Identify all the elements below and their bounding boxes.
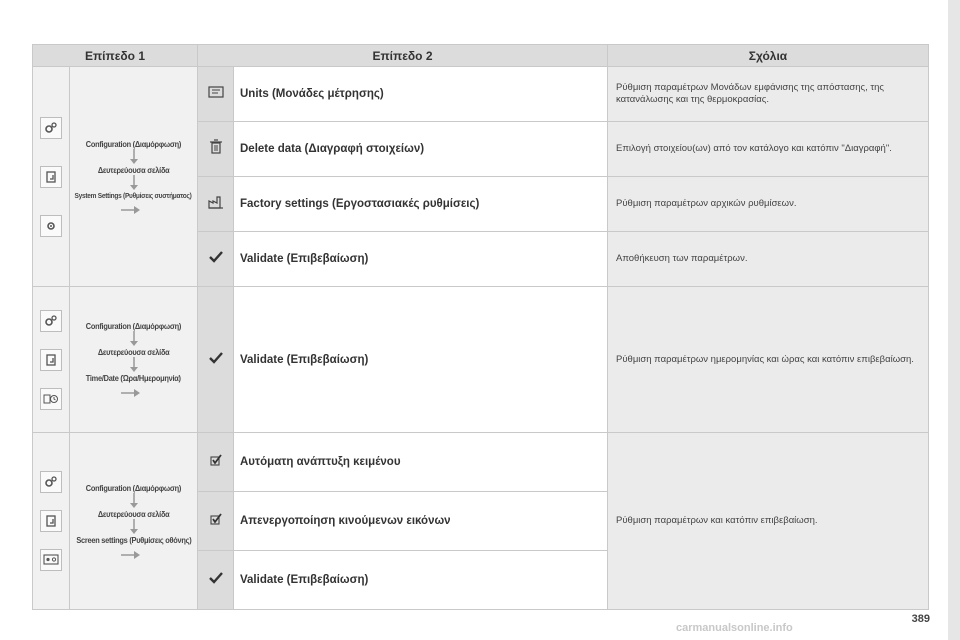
breadcrumb-configuration: Configuration (Διαμόρφωση) [85,482,182,493]
arrow-down-icon [129,357,139,373]
validate-option[interactable]: Validate (Επιβεβαίωση) [234,232,608,287]
validate-option[interactable]: Validate (Επιβεβαίωση) [234,551,608,610]
units-icon [208,85,224,99]
time-date-comment: Ρύθμιση παραμέτρων ημερομηνίας και ώρας και κατόπιν επιβεβαίωση. [608,287,929,433]
validate-comment: Αποθήκευση των παραμέτρων. [608,232,929,287]
gear-icon [40,117,62,139]
header-level2: Επίπεδο 2 [198,45,608,67]
factory-icon-cell [198,177,234,232]
arrow-right-icon [121,205,141,215]
check-icon-cell [198,551,234,610]
section1-breadcrumb [70,67,198,287]
auto-text-expand-option[interactable]: Αυτόματη ανάπτυξη κειμένου [234,433,608,492]
header-level1: Επίπεδο 1 [33,45,198,67]
checkbox-icon [210,513,222,525]
factory-settings-option[interactable]: Factory settings (Εργοστασιακές ρυθμίσεις) [234,177,608,232]
units-icon-cell [198,67,234,122]
delete-data-comment: Επιλογή στοιχείου(ων) από τον κατάλογο και κατόπιν "Διαγραφή". [608,122,929,177]
arrow-down-icon [129,149,139,165]
check-icon-cell [198,287,234,433]
arrow-down-icon [129,519,139,535]
settings-table [32,44,929,610]
units-comment: Ρύθμιση παραμέτρων Μονάδων εμφάνισης της απόστασης, της κατανάλωσης και της θερμοκρασίας. [608,67,929,122]
section2-breadcrumb [70,287,198,433]
screen-icon [40,549,62,571]
breadcrumb-system-settings: System Settings (Ρυθμίσεις συστήματος) [74,190,193,200]
factory-icon [208,195,224,209]
section1-icons [33,67,70,287]
section3-icons [33,433,70,610]
page-icon [40,510,62,532]
gear-icon [40,471,62,493]
factory-settings-comment: Ρύθμιση παραμέτρων αρχικών ρυθμίσεων. [608,177,929,232]
breadcrumb-configuration: Configuration (Διαμόρφωση) [85,321,182,331]
gear-icon [40,310,62,332]
check-icon [209,251,223,263]
breadcrumb-subpage: Δευτερεύουσα σελίδα [97,347,170,357]
breadcrumb-time-date: Time/Date (Ώρα/Ημερομηνία) [85,373,182,383]
breadcrumb-subpage: Δευτερεύουσα σελίδα [97,164,170,175]
page-number: 389 [911,613,930,625]
check-icon [209,572,223,584]
arrow-right-icon [121,550,141,560]
page-icon [40,349,62,371]
page-icon [40,166,62,188]
validate-option[interactable]: Validate (Επιβεβαίωση) [234,287,608,433]
page-edge-strip [948,0,960,640]
disable-animations-option[interactable]: Απενεργοποίηση κινούμενων εικόνων [234,492,608,551]
breadcrumb-screen-settings: Screen settings (Ρυθμίσεις οθόνης) [75,534,192,545]
delete-data-option[interactable]: Delete data (Διαγραφή στοιχείων) [234,122,608,177]
trash-icon-cell [198,122,234,177]
arrow-down-icon [129,493,139,509]
watermark-text: carmanualsonline.info [676,622,793,634]
checkbox-icon-cell [198,433,234,492]
arrow-down-icon [129,331,139,347]
checkbox-icon [210,454,222,466]
units-option[interactable]: Units (Μονάδες μέτρησης) [234,67,608,122]
trash-icon [209,139,223,155]
screen-settings-comment: Ρύθμιση παραμέτρων και κατόπιν επιβεβαίωση. [608,433,929,610]
settings-icon [40,215,62,237]
check-icon [209,352,223,364]
breadcrumb-configuration: Configuration (Διαμόρφωση) [85,138,182,149]
section3-breadcrumb [70,433,198,610]
clock-icon [40,388,62,410]
section2-icons [33,287,70,433]
breadcrumb-subpage: Δευτερεύουσα σελίδα [97,508,170,519]
arrow-down-icon [129,175,139,191]
check-icon-cell [198,232,234,287]
checkbox-icon-cell [198,492,234,551]
header-comments: Σχόλια [608,45,929,67]
arrow-right-icon [121,388,141,398]
